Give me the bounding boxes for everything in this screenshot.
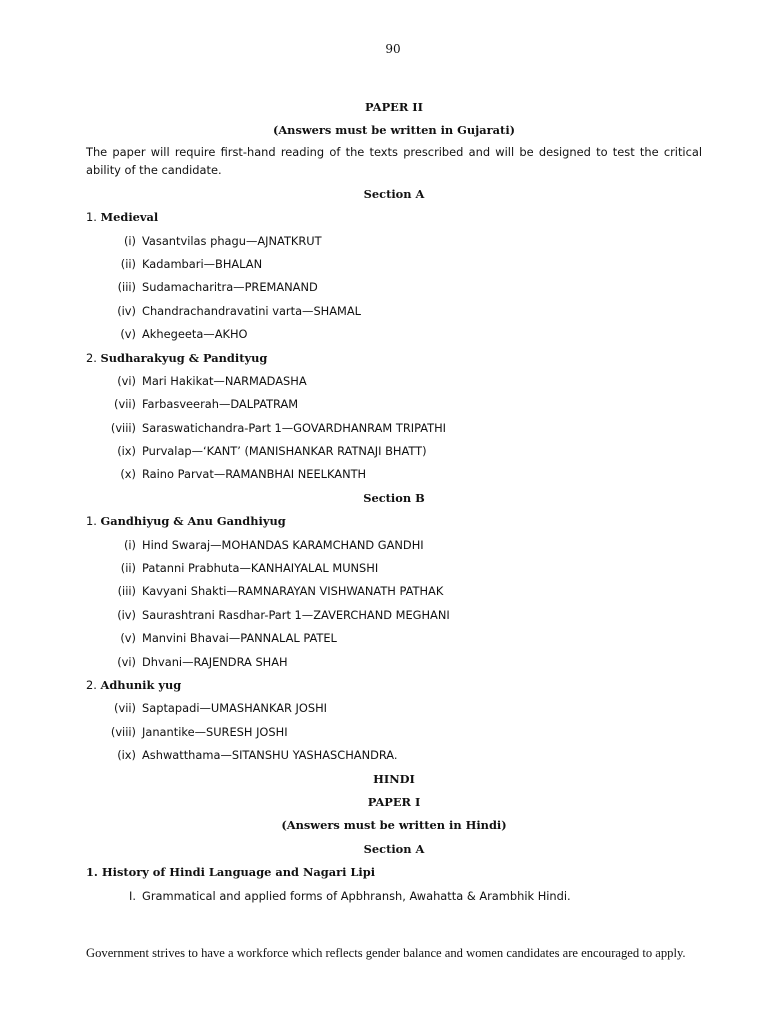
item-text: Farbasveerah—DALPATRAM <box>142 397 299 412</box>
item-number: (iv) <box>117 607 136 622</box>
item-text: Saraswatichandra-Part 1—GOVARDHANRAM TRIPATHI <box>142 420 447 435</box>
group-number: 1. <box>86 210 97 225</box>
item-number: (iii) <box>117 280 136 295</box>
item-text: Manvini Bhavai—PANNALAL PATEL <box>142 631 337 646</box>
item-number: (v) <box>120 327 136 342</box>
list-item <box>86 276 702 299</box>
item-text: Dhvani—RAJENDRA SHAH <box>142 654 288 669</box>
section-b-title: Section B <box>363 490 425 505</box>
section-a-title: Section A <box>363 841 425 856</box>
list-item <box>86 417 702 440</box>
group-title: Adhunik yug <box>100 677 182 692</box>
paper-instruction: (Answers must be written in Gujarati) <box>272 123 516 138</box>
group-title: Sudharakyug & Pandityug <box>100 350 268 365</box>
group-title: Medieval <box>100 210 159 225</box>
group-heading <box>86 674 702 697</box>
list-item <box>86 440 702 463</box>
item-number: (viii) <box>110 420 136 435</box>
item-text: Kavyani Shakti—RAMNARAYAN VISHWANATH PATHAK <box>142 584 444 599</box>
group-heading <box>86 347 702 370</box>
list-item <box>86 557 702 580</box>
item-number: (i) <box>123 233 136 248</box>
list-item <box>86 580 702 603</box>
item-text: Purvalap—‘KANT’ (MANISHANKAR RATNAJI BHATT) <box>142 444 427 459</box>
item-text: Ashwatthama—SITANSHU YASHASCHANDRA. <box>142 748 398 763</box>
list-item <box>86 651 702 674</box>
item-number: I. <box>129 888 136 903</box>
item-number: (iv) <box>117 303 136 318</box>
item-text: Janantike—SURESH JOSHI <box>142 724 288 739</box>
paper-title: PAPER I <box>367 794 421 809</box>
group-title: Gandhiyug & Anu Gandhiyug <box>100 514 286 529</box>
item-text: Saptapadi—UMASHANKAR JOSHI <box>142 701 328 716</box>
item-number: (viii) <box>110 724 136 739</box>
item-text: Saurashtrani Rasdhar-Part 1—ZAVERCHAND MEGHANI <box>142 607 450 622</box>
item-text: Mari Hakikat—NARMADASHA <box>142 373 307 388</box>
item-text: Patanni Prabhuta—KANHAIYALAL MUNSHI <box>142 561 379 576</box>
paper-title: PAPER II <box>365 100 423 114</box>
item-text: Sudamacharitra—PREMANAND <box>142 280 318 295</box>
group-number: 2. <box>86 677 97 692</box>
group-heading <box>86 206 702 229</box>
item-text: Vasantvilas phagu—AJNATKRUT <box>142 233 322 248</box>
list-item <box>86 885 702 908</box>
list-item <box>86 627 702 650</box>
item-number: (i) <box>123 537 136 552</box>
item-number: (ii) <box>120 256 136 271</box>
group-number: 1. <box>86 514 97 529</box>
item-text: Grammatical and applied forms of Apbhransh, Awahatta & Arambhik Hindi. <box>142 888 571 903</box>
group-heading <box>86 510 702 533</box>
item-number: (ii) <box>120 561 136 576</box>
list-item <box>86 697 702 720</box>
item-number: (vi) <box>117 373 136 388</box>
paper-intro: The paper will require first-hand reading of the texts prescribed and will be designed to test the critical ability of the candidate. <box>86 144 702 178</box>
list-item <box>86 534 702 557</box>
list-item <box>86 463 702 486</box>
item-number: (vii) <box>114 701 136 716</box>
list-item <box>86 323 702 346</box>
list-item <box>86 604 702 627</box>
item-number: (x) <box>120 467 136 482</box>
item-text: Hind Swaraj—MOHANDAS KARAMCHAND GANDHI <box>142 537 424 552</box>
group-number: 2. <box>86 350 97 365</box>
item-text: Chandrachandravatini varta—SHAMAL <box>142 303 361 318</box>
footer-note: Government strives to have a workforce which reflects gender balance and women candidates are encouraged to apply. <box>86 946 686 960</box>
topic-heading-text: 1. History of Hindi Language and Nagari Lipi <box>86 865 376 880</box>
list-item <box>86 300 702 323</box>
list-item <box>86 370 702 393</box>
item-text: Kadambari—BHALAN <box>142 256 263 271</box>
item-number: (ix) <box>117 444 136 459</box>
list-item <box>86 230 702 253</box>
page-number: 90 <box>385 42 401 56</box>
list-item <box>86 744 702 767</box>
page-content <box>86 96 702 908</box>
paper-instruction: (Answers must be written in Hindi) <box>281 818 507 833</box>
section-a-title: Section A <box>363 186 425 201</box>
item-number: (ix) <box>117 748 136 763</box>
item-number: (vii) <box>114 397 136 412</box>
item-text: Raino Parvat—RAMANBHAI NEELKANTH <box>142 467 367 482</box>
topic-heading <box>86 861 702 884</box>
list-item <box>86 393 702 416</box>
item-text: Akhegeeta—AKHO <box>142 327 248 342</box>
item-number: (vi) <box>117 654 136 669</box>
item-number: (v) <box>120 631 136 646</box>
subject-title: HINDI <box>373 771 415 786</box>
item-number: (iii) <box>117 584 136 599</box>
list-item <box>86 721 702 744</box>
list-item <box>86 253 702 276</box>
